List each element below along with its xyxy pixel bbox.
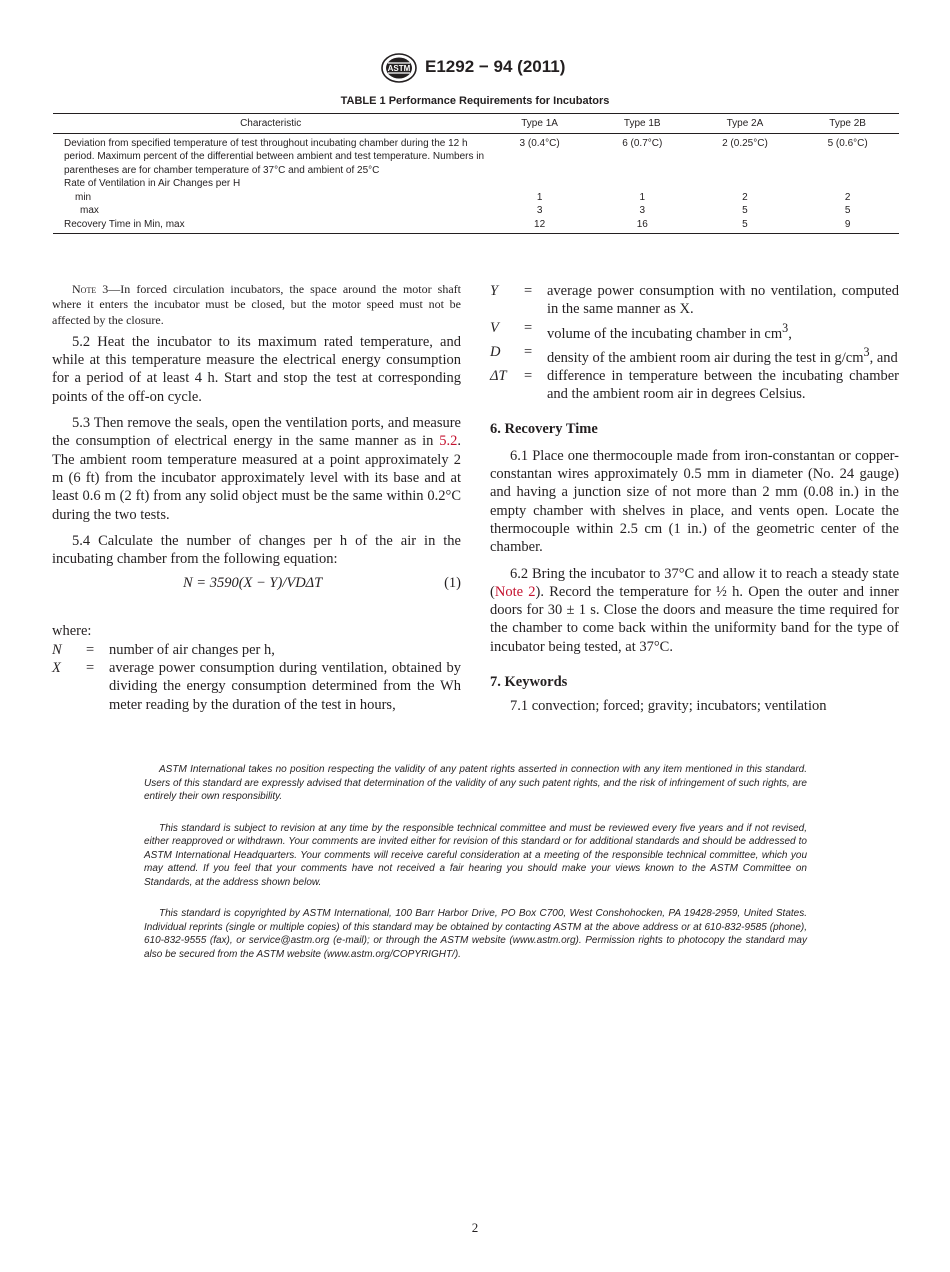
table-cell — [796, 177, 899, 191]
definition-row — [490, 367, 899, 404]
table-cell-label: Recovery Time in Min, max — [64, 218, 185, 230]
definitions-list-continued — [490, 282, 899, 403]
definition-row — [490, 282, 899, 319]
table-row — [53, 177, 899, 191]
definition-equals: = — [524, 319, 533, 336]
column-header: Type 1A — [488, 114, 591, 133]
definition-text-part: , and — [869, 349, 898, 366]
table-header-row — [53, 114, 899, 133]
table-cell: 5 — [844, 205, 851, 216]
definition-symbol: ΔT — [490, 367, 507, 384]
definition-text — [547, 343, 899, 367]
table-cell: 12 — [534, 218, 546, 230]
superscript: 3 — [782, 320, 789, 335]
equation-number: (1) — [444, 575, 461, 592]
table-cell-label: max — [80, 205, 99, 216]
note-text: 3—In forced circulation incubators, the space around the motor shaft where it enters the incubator must be closed, but the motor speed must not be affected by the closure. — [52, 282, 461, 327]
document-id: E1292 − 94 (2011) — [425, 57, 566, 76]
superscript: 3 — [863, 344, 870, 359]
definition-equals: = — [524, 283, 533, 299]
definition-symbol: Y — [490, 283, 499, 299]
page-number: 2 — [471, 1220, 479, 1235]
note-3 — [52, 282, 461, 328]
paragraph-text: . The ambient room temperature measured at a point approximately 2 m (6 ft) from the incubator approximately level with its base and at least 0.6 m (2 ft) from any solid object must be the same within 0.2°C during the two tests. — [52, 433, 461, 523]
table-cell: 9 — [844, 218, 851, 230]
definition-row — [490, 343, 899, 367]
table-cell: 5 — [742, 205, 748, 216]
section-heading-6: 6. Recovery Time — [490, 421, 598, 438]
performance-table — [53, 113, 899, 234]
table-cell: 2 — [742, 191, 748, 203]
table-cell: 2 — [844, 191, 851, 203]
table-cell: 5 (0.6°C) — [827, 137, 868, 149]
definition-text-part: volume of the incubating chamber in cm — [547, 325, 783, 342]
definition-text: average power consumption with no ventilation, computed in the same manner as X. — [547, 283, 899, 318]
definition-text-part: density of the ambient room air during the test in g/cm — [547, 349, 864, 366]
table-cell-label: min — [75, 191, 92, 203]
definition-text-part: , — [788, 325, 792, 342]
table-cell: 2 (0.25°C) — [722, 137, 768, 149]
table-cell: 6 (0.7°C) — [622, 137, 663, 149]
definition-symbol: D — [490, 343, 501, 360]
table-cell: 1 — [639, 191, 646, 203]
paragraph-5-4: 5.4 Calculate the number of changes per h of the air in the incubating chamber from the following equation: — [52, 532, 461, 568]
page-header — [0, 50, 950, 86]
definition-equals: = — [86, 641, 95, 658]
note-link-2[interactable]: Note 2 — [494, 583, 536, 600]
paragraph-5-3 — [52, 414, 461, 524]
paragraph-text: 6.2 Bring the incubator to 37°C and allow it to reach a steady state ( — [490, 565, 899, 600]
definition-row — [490, 319, 899, 343]
paragraph-text: 5.3 Then remove the seals, open the ventilation ports, and measure the consumption of electrical energy in the same manner as in — [52, 415, 461, 450]
definition-equals: = — [524, 367, 533, 384]
paragraph-6-2 — [490, 565, 899, 656]
table-cell: 3 — [639, 205, 646, 216]
table-row — [53, 191, 899, 205]
revision-notice: This standard is subject to revision at any time by the responsible technical committee and must be reviewed every five years and if not revised, either reapproved or withdrawn. Your comments are invited either for revision of this standard or for additional standards and should be addressed to ASTM International Headquarters. Your comments will receive careful consideration at a meeting of the responsible technical committee, which you may attend. If you feel that your comments have not received a fair hearing you should make your views known to the ASTM Committee on Standards, at the address shown below. — [144, 822, 807, 888]
definitions-list — [52, 641, 461, 714]
left-column — [52, 282, 461, 714]
table-cell: 5 — [742, 218, 748, 230]
definition-text: difference in temperature between the incubating chamber and the ambient room air in degrees Celsius. — [547, 367, 899, 403]
table-cell: 3 (0.4°C) — [519, 137, 560, 149]
section-heading-7: 7. Keywords — [490, 674, 568, 690]
table-cell: 3 — [536, 205, 543, 216]
note-label: Note — [72, 282, 97, 296]
definition-row — [52, 641, 461, 659]
paragraph-text: ). Record the temperature for ½ h. Open the outer and inner doors for 30 ± 1 s. Close the doors and measure the time required for the chamber to come back within the uniformity band for the type of incubator being tested, at 37°C. — [490, 583, 900, 655]
definition-text — [547, 319, 899, 343]
table-cell-label: Deviation from specified temperature of test throughout incubating chamber during the 12 h period. Maximum percent of the differential between ambient and test temperature. Numbers in parentheses are for chamber temperature of 37°C and ambient of 25°C — [64, 137, 485, 176]
definition-symbol: N — [52, 641, 62, 658]
copyright-notice: This standard is copyrighted by ASTM International, 100 Barr Harbor Drive, PO Box C700, West Conshohocken, PA 19428-2959, United States. Individual reprints (single or multiple copies) of this standard may be obtained by contacting ASTM at the above address or at 610-832-9585 (phone), 610-832-9555 (fax), or service@astm.org (e-mail); or through the ASTM website (www.astm.org). Permission rights to photocopy the standard may also be secured from the ASTM website (www.astm.org/COPYRIGHT/). — [144, 908, 807, 960]
equation-1 — [52, 574, 461, 596]
copyright-footer — [144, 763, 807, 979]
column-header: Type 1B — [591, 114, 694, 133]
definition-equals: = — [524, 343, 533, 360]
table-cell: 16 — [636, 218, 648, 230]
table-cell — [694, 177, 797, 191]
table-row — [53, 204, 899, 218]
table-cell — [488, 177, 591, 191]
table-cell-label: Rate of Ventilation in Air Changes per H — [64, 178, 241, 189]
definition-symbol: X — [52, 660, 61, 677]
column-header: Type 2B — [796, 114, 899, 133]
where-label: where: — [52, 623, 92, 640]
definition-row — [52, 659, 461, 714]
paragraph-5-2: 5.2 Heat the incubator to its maximum rated temperature, and while at this temperature measure the electrical energy consumption for a period of at least 4 h. Start and stop the test at corresponding points of the off-on cycle. — [52, 333, 461, 405]
definition-symbol: V — [490, 319, 499, 336]
table-row — [53, 218, 899, 234]
section-link-5-2[interactable]: 5.2 — [439, 433, 458, 450]
definition-equals: = — [86, 660, 95, 677]
table-title: TABLE 1 Performance Requirements for Incubators — [340, 95, 610, 107]
equation-formula: N = 3590(X − Y)/VDΔT — [183, 575, 323, 592]
definition-text: number of air changes per h, — [109, 641, 275, 658]
column-header: Characteristic — [53, 114, 488, 133]
paragraph-6-1: 6.1 Place one thermocouple made from iron-constantan or copper-constantan wires approximately 0.5 mm in diameter (No. 24 gauge) and having a junction size of not more than 2 mm (0.08 in.) in the empty chamber with shelves in place, and vents open. Locate the thermocouple within 2.5 cm (1 in.) of the geometric center of the chamber. — [490, 447, 899, 556]
table-cell — [591, 177, 694, 191]
column-header: Type 2A — [694, 114, 797, 133]
svg-text:ASTM: ASTM — [387, 64, 411, 73]
patent-notice: ASTM International takes no position respecting the validity of any patent rights asserted in connection with any item mentioned in this standard. Users of this standard are expressly advised that determination of the validity of any such patent rights, and the risk of infringement of such rights, are entirely their own responsibility. — [144, 764, 807, 802]
table-cell: 1 — [536, 191, 543, 203]
right-column — [490, 282, 899, 716]
definition-text: average power consumption during ventilation, obtained by dividing the energy consumption determined from the Wh meter reading by the duration of the test in hours, — [109, 660, 461, 713]
table-row — [53, 133, 899, 177]
paragraph-7-1: 7.1 convection; forced; gravity; incubators; ventilation — [510, 698, 827, 715]
astm-logo-icon — [381, 52, 417, 84]
